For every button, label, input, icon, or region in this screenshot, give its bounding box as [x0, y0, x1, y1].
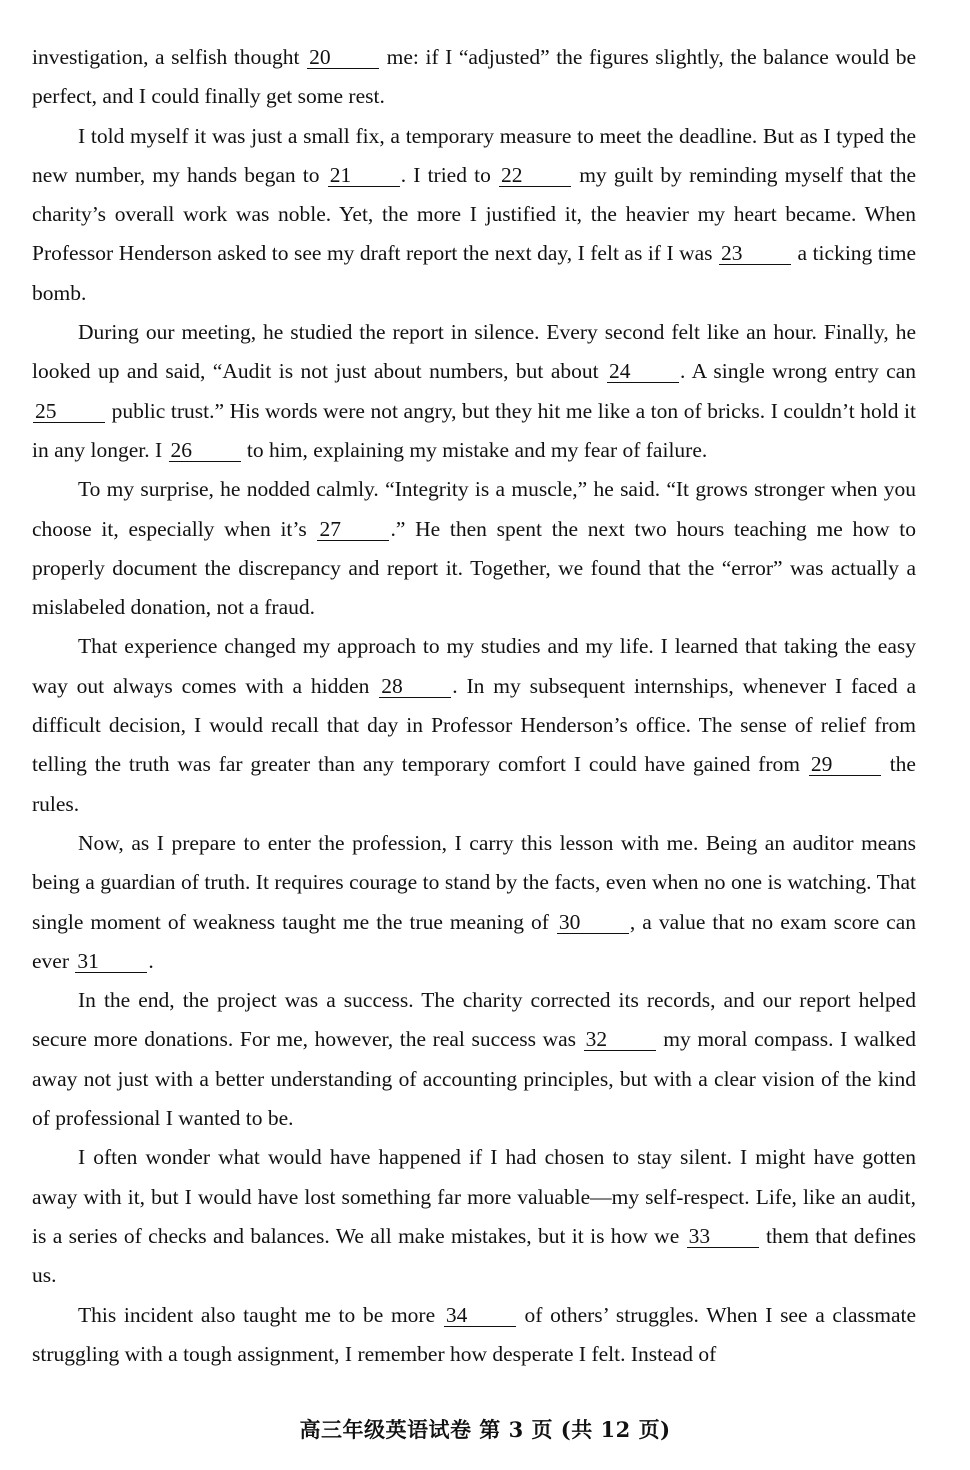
- passage-text: . In my subsequent internships, whenever I faced a difficult decision, I would recall that day in Professor Henderson’s office. The sense of relief from telling the truth was far greater than any temporary comfort I could have gained from: [32, 673, 916, 777]
- passage-text: investigation, a selfish thought: [32, 45, 307, 69]
- passage-text: me: if I “adjusted” the figures slightly, the balance would be perfect, and I could finally get some rest.: [32, 45, 916, 109]
- cloze-blank: 23: [719, 242, 791, 265]
- cloze-blank: 22: [499, 164, 571, 187]
- passage-text: .: [148, 948, 154, 973]
- passage-text: to him, explaining my mistake and my fear of failure.: [241, 437, 708, 462]
- passage-paragraph: [32, 470, 916, 627]
- passage-paragraph: [32, 1296, 916, 1375]
- passage-paragraph: [32, 313, 916, 470]
- passage-paragraph: [32, 824, 916, 981]
- cloze-blank: 32: [584, 1028, 656, 1051]
- passage-paragraph: [32, 981, 916, 1138]
- passage-text: That experience changed my approach to my studies and my life. I learned that taking the easy way out always comes with a hidden: [32, 634, 916, 698]
- passage-text: , a value that no exam score can ever: [32, 909, 916, 973]
- passage-paragraph: [32, 627, 916, 823]
- passage-paragraph: [32, 117, 916, 313]
- passage-text: them that defines us.: [32, 1223, 916, 1288]
- passage-text: . I tried to: [400, 162, 499, 187]
- passage-text: Now, as I prepare to enter the profession, I carry this lesson with me. Being an auditor means being a guardian of truth. It requires courage to stand by the facts, even when no one is watching. That single moment of weakness taught me the true meaning of: [32, 830, 916, 934]
- passage-text: the rules.: [32, 752, 916, 816]
- passage-text: This incident also taught me to be more: [78, 1302, 443, 1327]
- cloze-passage: [32, 38, 916, 1374]
- passage-text: . A single wrong entry can: [680, 359, 916, 384]
- passage-text: To my surprise, he nodded calmly. “Integrity is a muscle,” he said. “It grows stronger when you choose it, especially when it’s: [32, 477, 916, 541]
- passage-text: a ticking time bomb.: [32, 241, 916, 305]
- cloze-blank: 33: [687, 1225, 759, 1248]
- cloze-blank: 28: [379, 675, 451, 698]
- page-footer: 高三年级英语试卷 第 3 页 (共 12 页): [299, 1417, 671, 1442]
- passage-text: public trust.” His words were not angry, but they hit me like a ton of bricks. I couldn’t hold it in any longer. I: [32, 398, 916, 462]
- cloze-blank: 34: [444, 1304, 516, 1327]
- cloze-blank: 31: [75, 950, 147, 973]
- passage-paragraph: [32, 38, 916, 117]
- passage-text: I told myself it was just a small fix, a temporary measure to meet the deadline. But as I typed the new number, my hands began to: [32, 123, 916, 187]
- passage-text: of others’ struggles. When I see a classmate struggling with a tough assignment, I remember how desperate I felt. Instead of: [32, 1302, 917, 1366]
- cloze-blank: 27: [317, 518, 389, 541]
- cloze-blank: 30: [557, 911, 629, 934]
- cloze-blank: 24: [607, 360, 679, 383]
- cloze-blank: 26: [169, 439, 241, 462]
- cloze-blank: 20: [307, 46, 379, 69]
- passage-text: During our meeting, he studied the report in silence. Every second felt like an hour. Finally, he looked up and said, “Audit is not just about numbers, but about: [32, 320, 916, 384]
- passage-text: my guilt by reminding myself that the charity’s overall work was noble. Yet, the more I justified it, the heavier my heart became. When Professor Henderson asked to see my draft report the next day, I felt as if I was: [32, 162, 916, 266]
- passage-text: .” He then spent the next two hours teaching me how to properly document the discrepancy and report it. Together, we found that the “error” was actually a mislabeled donation, not a fraud.: [32, 516, 916, 620]
- cloze-blank: 29: [809, 753, 881, 776]
- passage-text: In the end, the project was a success. The charity corrected its records, and our report helped secure more donations. For me, however, the real success was: [32, 988, 916, 1052]
- cloze-blank: 25: [33, 400, 105, 423]
- passage-text: I often wonder what would have happened if I had chosen to stay silent. I might have gotten away with it, but I would have lost something far more valuable—my self-respect. Life, like an audit, is a series of checks and balances. We all make mistakes, but it is how we: [32, 1145, 916, 1248]
- passage-text: my moral compass. I walked away not just with a better understanding of accounting principles, but with a clear vision of the kind of professional I wanted to be.: [32, 1027, 916, 1131]
- passage-paragraph: [32, 1138, 916, 1295]
- cloze-blank: 21: [328, 164, 400, 187]
